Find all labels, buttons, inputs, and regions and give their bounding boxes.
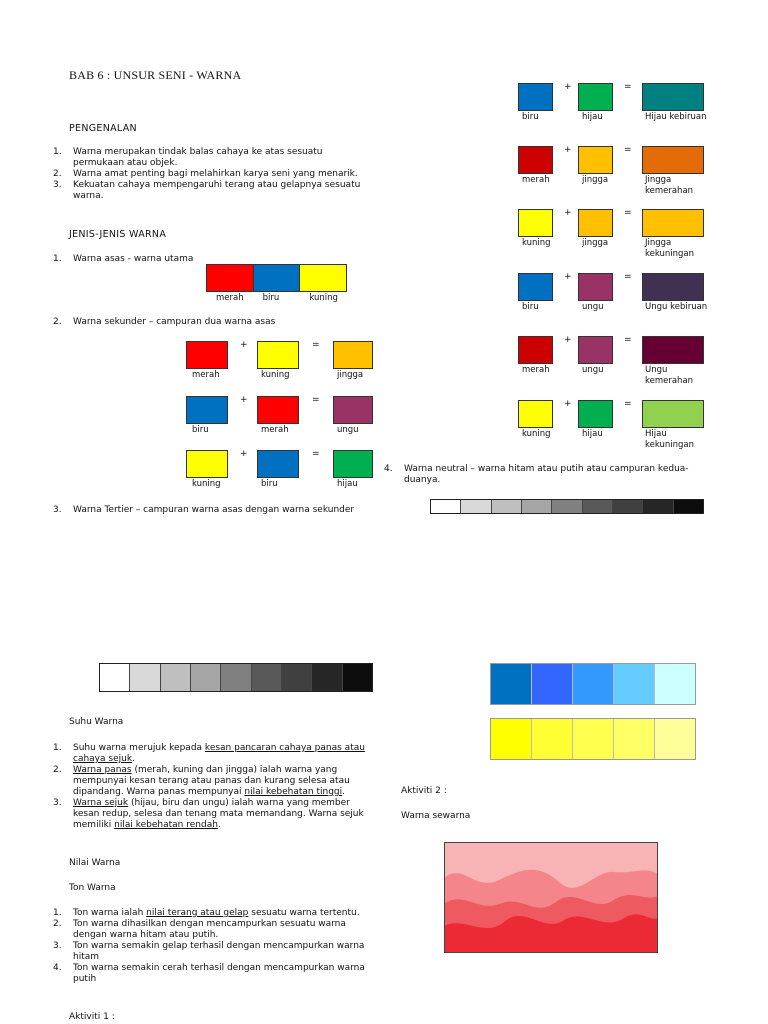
color-swatch-kuning — [299, 264, 347, 292]
text-fragment: . — [342, 787, 345, 797]
color-swatch-result — [642, 146, 704, 174]
swatch-label: biru — [261, 479, 278, 489]
gray-cell-3 — [161, 664, 191, 691]
text-fragment: Suhu warna merujuk kepada — [73, 743, 205, 753]
underlined-term: Warna panas — [73, 765, 132, 775]
gray-cell-8 — [643, 500, 673, 513]
swatch-label: ungu — [337, 425, 359, 435]
gray-cell-1 — [100, 664, 130, 691]
swatch-label: Hijau kebiruan — [645, 112, 707, 122]
pengenalan-heading: PENGENALAN — [69, 123, 137, 134]
color-swatch-kuning — [257, 341, 299, 369]
list-item — [53, 941, 365, 963]
gray-cell-5 — [552, 500, 582, 513]
color-swatch-merah — [518, 336, 553, 364]
equals-sign: = — [624, 82, 632, 92]
swatch-label: kuning — [309, 293, 338, 303]
list-number: 4. — [53, 963, 62, 973]
color-swatch-result — [642, 83, 704, 111]
jenis-heading: JENIS-JENIS WARNA — [69, 229, 167, 240]
list-item — [53, 169, 373, 180]
list-text — [73, 743, 365, 765]
color-swatch-kuning — [186, 450, 228, 478]
text-fragment: sesuatu warna tertentu. — [248, 908, 360, 918]
blue-cell-4 — [614, 664, 655, 704]
equals-sign: = — [312, 449, 320, 459]
list-text: Ton warna semakin cerah terhasil dengan mencampurkan warna putih — [73, 963, 365, 984]
gray-cell-9 — [674, 500, 703, 513]
yellow-cell-5 — [655, 719, 695, 759]
swatch-label: merah — [522, 175, 550, 185]
list-text: Warna Tertier – campuran warna asas dengan warna sekunder — [73, 505, 355, 515]
color-swatch-jingga — [578, 209, 613, 237]
equals-sign: = — [624, 272, 632, 282]
blue-cell-3 — [573, 664, 614, 704]
list-number: 3. — [53, 798, 62, 808]
list-number: 1. — [53, 254, 62, 264]
list-number: 2. — [53, 169, 62, 179]
gray-cell-4 — [191, 664, 221, 691]
plus-sign: + — [240, 449, 248, 459]
list-item — [53, 963, 365, 985]
pengenalan-list — [53, 147, 373, 202]
list-item — [53, 798, 365, 831]
list-number: 3. — [53, 180, 62, 190]
primary-color-swatches — [206, 264, 346, 303]
color-swatch-result — [642, 336, 704, 364]
yellow-cell-3 — [573, 719, 614, 759]
text-fragment: . — [132, 754, 135, 764]
color-swatch-merah — [206, 264, 254, 292]
color-swatch-merah — [518, 146, 553, 174]
list-item — [53, 743, 365, 765]
gray-cell-9 — [343, 664, 372, 691]
plus-sign: + — [564, 145, 572, 155]
color-swatch-hijau — [578, 400, 613, 428]
list-item — [53, 765, 365, 798]
equals-sign: = — [624, 399, 632, 409]
yellow-cell-1 — [491, 719, 532, 759]
swatch-label: merah — [261, 425, 289, 435]
swatch-label: merah — [216, 293, 244, 303]
color-swatch-kuning — [518, 209, 553, 237]
color-swatch-hijau — [578, 83, 613, 111]
color-swatch-biru — [518, 83, 553, 111]
list-number: 1. — [53, 908, 62, 918]
monochrome-wave-painting — [444, 842, 658, 953]
neutral-item — [384, 464, 704, 486]
equals-sign: = — [312, 340, 320, 350]
swatch-label: hijau — [582, 429, 603, 439]
swatch-label: biru — [522, 302, 539, 312]
color-swatch-merah — [186, 341, 228, 369]
plus-sign: + — [564, 399, 572, 409]
list-text: Warna neutral – warna hitam atau putih atau campuran kedua-duanya. — [404, 464, 689, 485]
underlined-term: Warna sejuk — [73, 798, 129, 808]
swatch-label: ungu — [582, 365, 604, 375]
tertier-item — [53, 505, 354, 516]
list-text: Ton warna semakin gelap terhasil dengan mencampurkan warna hitam — [73, 941, 365, 962]
color-swatch-result — [333, 450, 373, 478]
list-text: Kekuatan cahaya mempengaruhi terang atau gelapnya sesuatu warna. — [73, 180, 361, 201]
list-item — [53, 919, 365, 941]
list-item — [53, 147, 373, 169]
list-number: 4. — [384, 464, 393, 474]
list-number: 2. — [53, 765, 62, 775]
color-swatch-jingga — [578, 146, 613, 174]
swatch-label: kuning — [522, 238, 551, 248]
swatch-label: hijau — [582, 112, 603, 122]
suhu-heading: Suhu Warna — [69, 717, 124, 727]
list-number: 1. — [53, 147, 62, 157]
color-swatch-result — [333, 341, 373, 369]
gray-cell-7 — [282, 664, 312, 691]
color-swatch-result — [642, 273, 704, 301]
list-number: 2. — [53, 919, 62, 929]
ton-heading: Ton Warna — [69, 883, 116, 893]
yellow-tone-scale — [490, 718, 696, 760]
yellow-cell-2 — [532, 719, 573, 759]
aktiviti-2-label: Aktiviti 2 : — [401, 786, 447, 796]
equals-sign: = — [312, 395, 320, 405]
list-item — [53, 908, 365, 919]
text-fragment: (hijau, biru dan ungu) ialah warna yang member kesan redup, selesa dan tenang mata memandang. Warna sejuk memiliki — [73, 798, 364, 830]
text-fragment: (merah, kuning dan jingga) ialah warna yang mempunyai kesan terang atau panas dan kurang selesa atau dipandang. Warna panas mempunyai — [73, 765, 350, 797]
gray-cell-4 — [522, 500, 552, 513]
swatch-label: Jingga kekuningan — [645, 238, 695, 259]
blue-tone-scale — [490, 663, 696, 705]
swatch-label: jingga — [337, 370, 364, 380]
swatch-label: jingga — [582, 175, 609, 185]
swatch-label: biru — [192, 425, 209, 435]
equals-sign: = — [624, 145, 632, 155]
list-text — [73, 765, 365, 798]
blue-cell-2 — [532, 664, 573, 704]
color-swatch-ungu — [578, 336, 613, 364]
underlined-term: nilai terang atau gelap — [146, 908, 249, 918]
color-swatch-result — [642, 400, 704, 428]
swatch-label: Jingga kemerahan — [645, 175, 694, 196]
gray-cell-5 — [221, 664, 251, 691]
page-title: BAB 6 : UNSUR SENI - WARNA — [69, 68, 242, 82]
gray-tone-scale — [99, 663, 373, 692]
plus-sign: + — [564, 82, 572, 92]
swatch-label: hijau — [337, 479, 358, 489]
swatch-label: jingga — [582, 238, 609, 248]
blue-cell-1 — [491, 664, 532, 704]
list-text: Ton warna dihasilkan dengan mencampurkan sesuatu warna dengan warna hitam atau putih. — [73, 919, 346, 940]
color-swatch-ungu — [578, 273, 613, 301]
list-number: 2. — [53, 317, 62, 327]
plus-sign: + — [240, 395, 248, 405]
color-swatch-result — [642, 209, 704, 237]
gray-cell-6 — [252, 664, 282, 691]
neutral-gray-scale — [430, 499, 704, 514]
plus-sign: + — [564, 272, 572, 282]
list-text: Warna merupakan tindak balas cahaya ke atas sesuatu permukaan atau objek. — [73, 147, 323, 168]
gray-cell-6 — [583, 500, 613, 513]
color-swatch-biru — [257, 450, 299, 478]
color-swatch-biru — [186, 396, 228, 424]
swatch-label: ungu — [582, 302, 604, 312]
swatch-label: biru — [522, 112, 539, 122]
swatch-label: Hijau kekuningan — [645, 429, 695, 450]
sekunder-item — [53, 317, 275, 328]
warna-sewarna-label: Warna sewarna — [401, 811, 471, 821]
list-item — [53, 180, 373, 202]
swatch-label: merah — [522, 365, 550, 375]
color-swatch-merah — [257, 396, 299, 424]
underlined-term: nilai kebehatan tinggi — [244, 787, 343, 797]
swatch-label: biru — [262, 293, 280, 303]
list-number: 1. — [53, 743, 62, 753]
equals-sign: = — [624, 208, 632, 218]
underlined-term: nilai kebehatan rendah — [114, 820, 218, 830]
yellow-cell-4 — [614, 719, 655, 759]
list-text: Warna sekunder – campuran dua warna asas — [73, 317, 276, 327]
swatch-label: kuning — [261, 370, 290, 380]
list-text: Warna amat penting bagi melahirkan karya seni yang menarik. — [73, 169, 358, 179]
aktiviti-1-label: Aktiviti 1 : — [69, 1012, 115, 1022]
color-swatch-biru — [518, 273, 553, 301]
equals-sign: = — [624, 335, 632, 345]
nilai-heading: Nilai Warna — [69, 858, 121, 868]
list-number: 3. — [53, 941, 62, 951]
gray-cell-2 — [130, 664, 160, 691]
color-swatch-kuning — [518, 400, 553, 428]
plus-sign: + — [240, 340, 248, 350]
gray-cell-1 — [431, 500, 461, 513]
plus-sign: + — [564, 335, 572, 345]
list-text — [73, 798, 365, 831]
gray-cell-7 — [613, 500, 643, 513]
swatch-label: Ungu kemerahan — [645, 365, 694, 386]
asas-item — [53, 254, 193, 265]
text-fragment: Ton warna ialah — [73, 908, 147, 918]
suhu-list — [53, 743, 365, 831]
list-text: Warna asas - warna utama — [73, 254, 194, 264]
color-swatch-biru — [253, 264, 301, 292]
list-number: 3. — [53, 505, 62, 515]
list-text — [73, 908, 365, 919]
swatch-label: Ungu kebiruan — [645, 302, 708, 312]
swatch-label: kuning — [192, 479, 221, 489]
swatch-label: merah — [192, 370, 220, 380]
swatch-label: kuning — [522, 429, 551, 439]
gray-cell-3 — [492, 500, 522, 513]
ton-list — [53, 908, 365, 985]
plus-sign: + — [564, 208, 572, 218]
gray-cell-8 — [312, 664, 342, 691]
gray-cell-2 — [461, 500, 491, 513]
blue-cell-5 — [655, 664, 695, 704]
underlined-term: kesan pancaran cahaya panas atau cahaya sejuk — [73, 743, 365, 764]
color-swatch-result — [333, 396, 373, 424]
text-fragment: . — [217, 820, 221, 830]
